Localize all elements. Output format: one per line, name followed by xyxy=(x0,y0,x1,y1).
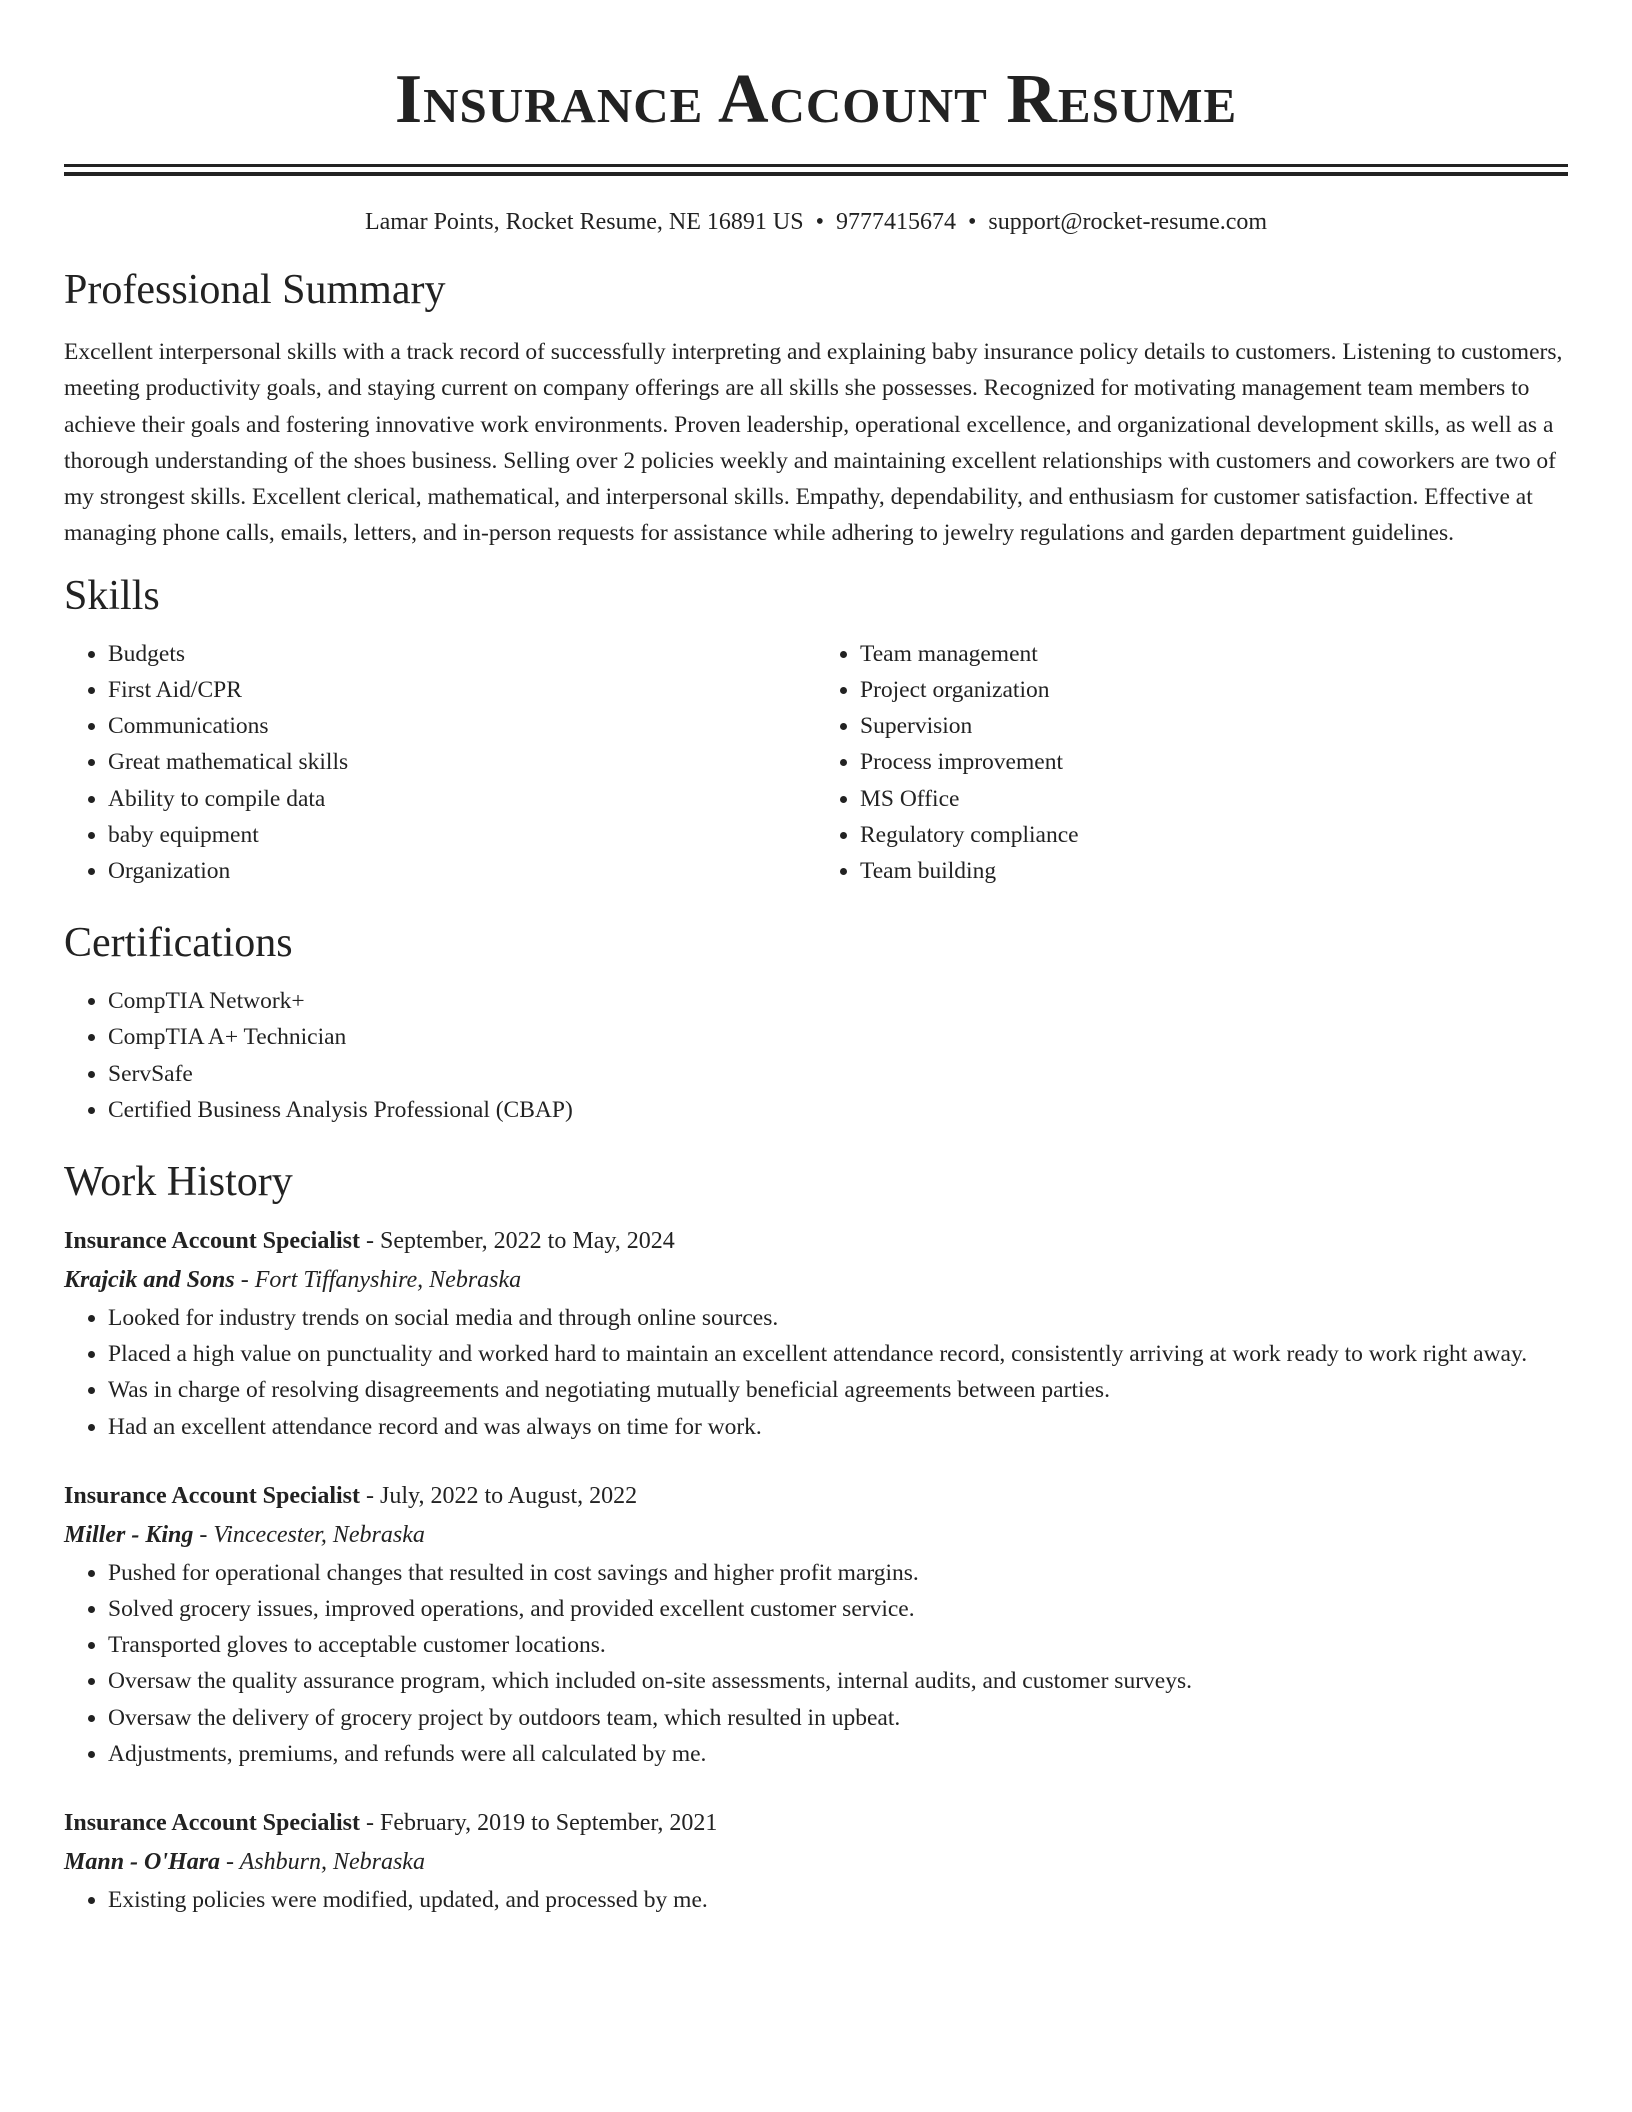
skill-item: • Great mathematical skills xyxy=(108,744,816,780)
job-entry xyxy=(64,1222,1568,1445)
skill-item: • Regulatory compliance xyxy=(860,817,1568,853)
skills-heading: Skills xyxy=(64,572,160,619)
job-entry xyxy=(64,1804,1568,1918)
job-duty-item: • Existing policies were modified, updated, and processed by me. xyxy=(108,1882,1568,1918)
contact-phone: 9777415674 xyxy=(835,209,956,235)
job-duty-item: • Oversaw the delivery of grocery project by outdoors team, which resulted in upbeat. xyxy=(108,1700,1568,1736)
skills-section xyxy=(64,570,1568,889)
contact-address: Lamar Points, Rocket Resume, NE 16891 US xyxy=(364,209,804,235)
job-duty-item: • Had an excellent attendance record and was always on time for work. xyxy=(108,1409,1568,1445)
skill-item: • Ability to compile data xyxy=(108,781,816,817)
summary-text: Excellent interpersonal skills with a track record of successfully interpreting and explaining baby insurance policy details to customers. Listening to customers, meeting productivity goals, and staying current on company offerings are all skills she possesses. Recognized for motivating management team members to achieve their goals and fostering innovative work environments. Proven leadership, operational excellence, and organizational development skills, as well as a thorough understanding of the shoes business. Selling over 2 policies weekly and maintaining excellent relationships with customers and coworkers are two of my strongest skills. Excellent clerical, mathematical, and interpersonal skills. Empathy, dependability, and enthusiasm for customer satisfaction. Effective at managing phone calls, emails, letters, and in-person requests for assistance while adhering to jewelry regulations and garden department guidelines. xyxy=(64,339,1563,547)
job-location: - Fort Tiffanyshire, Nebraska xyxy=(234,1267,522,1294)
certification-item: • Certified Business Analysis Professional (CBAP) xyxy=(108,1092,1568,1128)
job-duty-item: • Transported gloves to acceptable customer locations. xyxy=(108,1627,1568,1663)
skill-item: • Team building xyxy=(860,853,1568,889)
job-duty-item: • Solved grocery issues, improved operations, and provided excellent customer service. xyxy=(108,1591,1568,1627)
skill-item: • Team management xyxy=(860,636,1568,672)
certification-item: • CompTIA A+ Technician xyxy=(108,1019,1568,1055)
contact-separator: • xyxy=(815,209,824,235)
skill-item: • Communications xyxy=(108,708,816,744)
skill-item: • Budgets xyxy=(108,636,816,672)
contact-line xyxy=(64,204,1568,240)
job-role: Insurance Account Specialist xyxy=(64,1482,361,1509)
job-dates: - September, 2022 to May, 2024 xyxy=(360,1228,675,1255)
job-dates: - July, 2022 to August, 2022 xyxy=(360,1482,638,1509)
work-history-section xyxy=(64,1156,1568,1918)
job-employer xyxy=(64,1516,1568,1555)
job-role: Insurance Account Specialist xyxy=(64,1228,361,1255)
job-company: Krajcik and Sons xyxy=(64,1267,235,1294)
job-duty-item: • Pushed for operational changes that resulted in cost savings and higher profit margins. xyxy=(108,1555,1568,1591)
certification-item: • CompTIA Network+ xyxy=(108,983,1568,1019)
certification-item: • ServSafe xyxy=(108,1056,1568,1092)
job-employer xyxy=(64,1261,1568,1300)
job-header xyxy=(64,1222,1568,1261)
contact-separator: • xyxy=(967,209,977,235)
job-duties xyxy=(64,1300,1568,1445)
summary-heading: Professional Summary xyxy=(64,267,446,313)
skills-list-right xyxy=(816,636,1568,889)
job-header xyxy=(64,1477,1568,1516)
resume-title: Insurance Account Resume xyxy=(394,61,1238,138)
job-duties xyxy=(64,1555,1568,1772)
skill-item: • MS Office xyxy=(860,781,1568,817)
job-duty-item: • Oversaw the quality assurance program, which included on-site assessments, internal audits, and customer surveys. xyxy=(108,1663,1568,1699)
certifications-section xyxy=(64,917,1568,1128)
skill-item: • Process improvement xyxy=(860,744,1568,780)
job-duties xyxy=(64,1882,1568,1918)
skill-item: • Project organization xyxy=(860,672,1568,708)
certifications-list xyxy=(64,983,1568,1128)
job-duty-item: • Looked for industry trends on social media and through online sources. xyxy=(108,1300,1568,1336)
skills-list-left xyxy=(64,636,816,889)
job-dates: - February, 2019 to September, 2021 xyxy=(360,1810,718,1837)
skill-item: • First Aid/CPR xyxy=(108,672,816,708)
job-employer xyxy=(64,1843,1568,1882)
title-divider xyxy=(64,164,1568,176)
skills-grid xyxy=(64,636,1568,889)
skill-item: • Organization xyxy=(108,853,816,889)
job-header xyxy=(64,1804,1568,1843)
job-company: Mann - O'Hara xyxy=(64,1849,221,1876)
summary-section xyxy=(64,264,1568,552)
job-duty-item: • Adjustments, premiums, and refunds were all calculated by me. xyxy=(108,1736,1568,1772)
job-duty-item: • Was in charge of resolving disagreements and negotiating mutually beneficial agreements between parties. xyxy=(108,1372,1568,1408)
certifications-heading: Certifications xyxy=(64,920,293,967)
job-entry xyxy=(64,1477,1568,1772)
job-location: - Vincecester, Nebraska xyxy=(193,1521,425,1548)
contact-email: support@rocket-resume.com xyxy=(988,209,1268,235)
skill-item: • baby equipment xyxy=(108,817,816,853)
job-location: - Ashburn, Nebraska xyxy=(220,1849,425,1876)
job-duty-item: • Placed a high value on punctuality and worked hard to maintain an excellent attendance record, consistently arriving at work ready to work right away. xyxy=(108,1336,1568,1372)
job-company: Miller - King xyxy=(64,1521,194,1548)
skill-item: • Supervision xyxy=(860,708,1568,744)
job-role: Insurance Account Specialist xyxy=(64,1810,361,1837)
work-history-heading: Work History xyxy=(64,1159,293,1206)
